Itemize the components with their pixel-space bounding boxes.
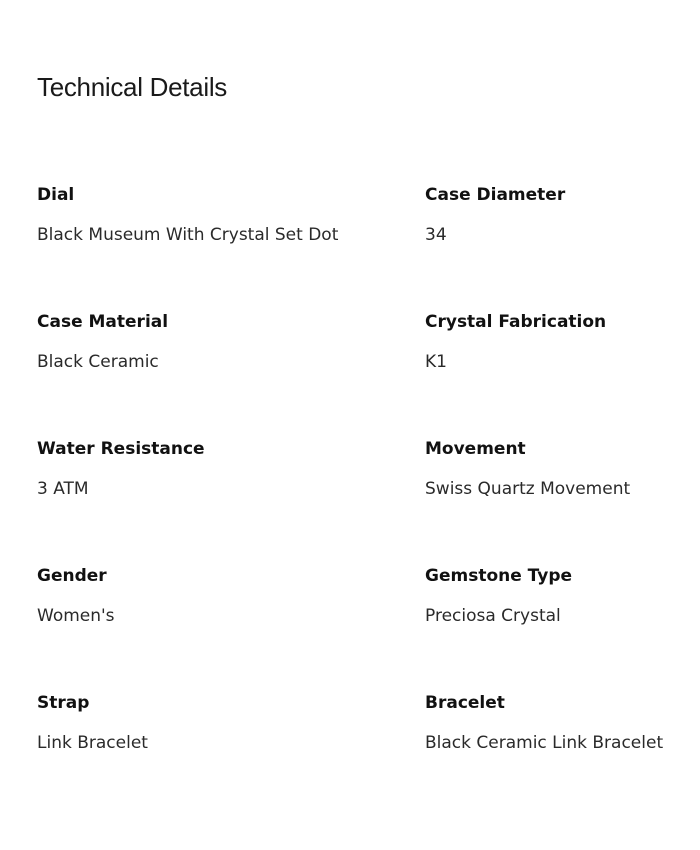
spec-label: Gemstone Type (425, 566, 573, 586)
spec-case-diameter (425, 183, 677, 310)
spec-case-material (37, 310, 425, 437)
spec-value: Black Museum With Crystal Set Dot (37, 225, 339, 245)
spec-value: Black Ceramic Link Bracelet (425, 733, 664, 753)
spec-label: Movement (425, 439, 526, 459)
spec-value: 3 ATM (37, 479, 89, 499)
spec-bracelet (425, 691, 677, 818)
spec-crystal-fabrication (425, 310, 677, 437)
spec-value: 34 (425, 225, 447, 245)
spec-strap (37, 691, 425, 818)
spec-label: Water Resistance (37, 439, 205, 459)
spec-label: Case Material (37, 312, 169, 332)
spec-gemstone-type (425, 564, 677, 691)
spec-movement (425, 437, 677, 564)
spec-value: Link Bracelet (37, 733, 148, 753)
spec-dial (37, 183, 425, 310)
spec-value: K1 (425, 352, 447, 372)
spec-label: Strap (37, 693, 90, 713)
spec-gender (37, 564, 425, 691)
spec-label: Case Diameter (425, 185, 566, 205)
section-title: Technical Details (37, 72, 227, 102)
spec-water-resistance (37, 437, 425, 564)
spec-label: Bracelet (425, 693, 505, 713)
spec-label: Gender (37, 566, 107, 586)
spec-value: Swiss Quartz Movement (425, 479, 631, 499)
spec-label: Crystal Fabrication (425, 312, 607, 332)
spec-label: Dial (37, 185, 75, 205)
spec-value: Black Ceramic (37, 352, 159, 372)
spec-value: Women's (37, 606, 115, 626)
spec-value: Preciosa Crystal (425, 606, 561, 626)
technical-details-grid (37, 183, 677, 818)
